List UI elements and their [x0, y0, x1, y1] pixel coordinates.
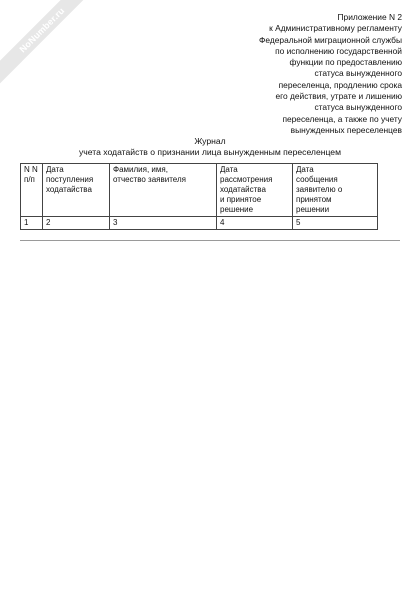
appendix-header: [212, 12, 402, 136]
header-cell-notification-date: Дата сообщения заявителю о принятом решении: [293, 164, 378, 217]
header-line: его действия, утрате и лишению: [275, 91, 402, 102]
header-cell-receipt-date: Дата поступления ходатайства: [43, 164, 110, 217]
header-line: статуса вынужденного: [314, 102, 402, 113]
number-cell: 2: [43, 217, 110, 230]
header-line: статуса вынужденного: [314, 68, 402, 79]
number-cell: 1: [21, 217, 43, 230]
page-divider: [20, 240, 400, 241]
number-cell: 5: [293, 217, 378, 230]
header-cell-number: N N п/п: [21, 164, 43, 217]
header-line: переселенца, продлению срока: [278, 79, 402, 90]
header-line: Федеральной миграционной службы: [259, 34, 402, 45]
header-line: переселенца, а также по учету: [282, 113, 402, 124]
journal-title-block: [20, 136, 400, 158]
table-header-row: [21, 164, 378, 217]
watermark-ribbon: [0, 0, 104, 92]
header-line: по исполнению государственной: [275, 45, 402, 56]
table-number-row: [21, 217, 378, 230]
header-line: к Административному регламенту: [269, 23, 402, 34]
number-cell: 3: [110, 217, 217, 230]
journal-title: Журнал: [194, 136, 226, 146]
journal-table: [20, 163, 378, 230]
header-line: вынужденных переселенцев: [290, 124, 402, 135]
journal-subtitle: учета ходатайств о признании лица вынужденным переселенцем: [78, 147, 341, 157]
header-line: функции по предоставлению: [289, 57, 402, 68]
header-cell-applicant-name: Фамилия, имя, отчество заявителя: [110, 164, 217, 217]
header-line: Приложение N 2: [337, 12, 402, 22]
header-cell-review-date: Дата рассмотрения ходатайства и принятое решение: [217, 164, 293, 217]
number-cell: 4: [217, 217, 293, 230]
watermark-text: NoNumber.ru: [17, 5, 67, 55]
